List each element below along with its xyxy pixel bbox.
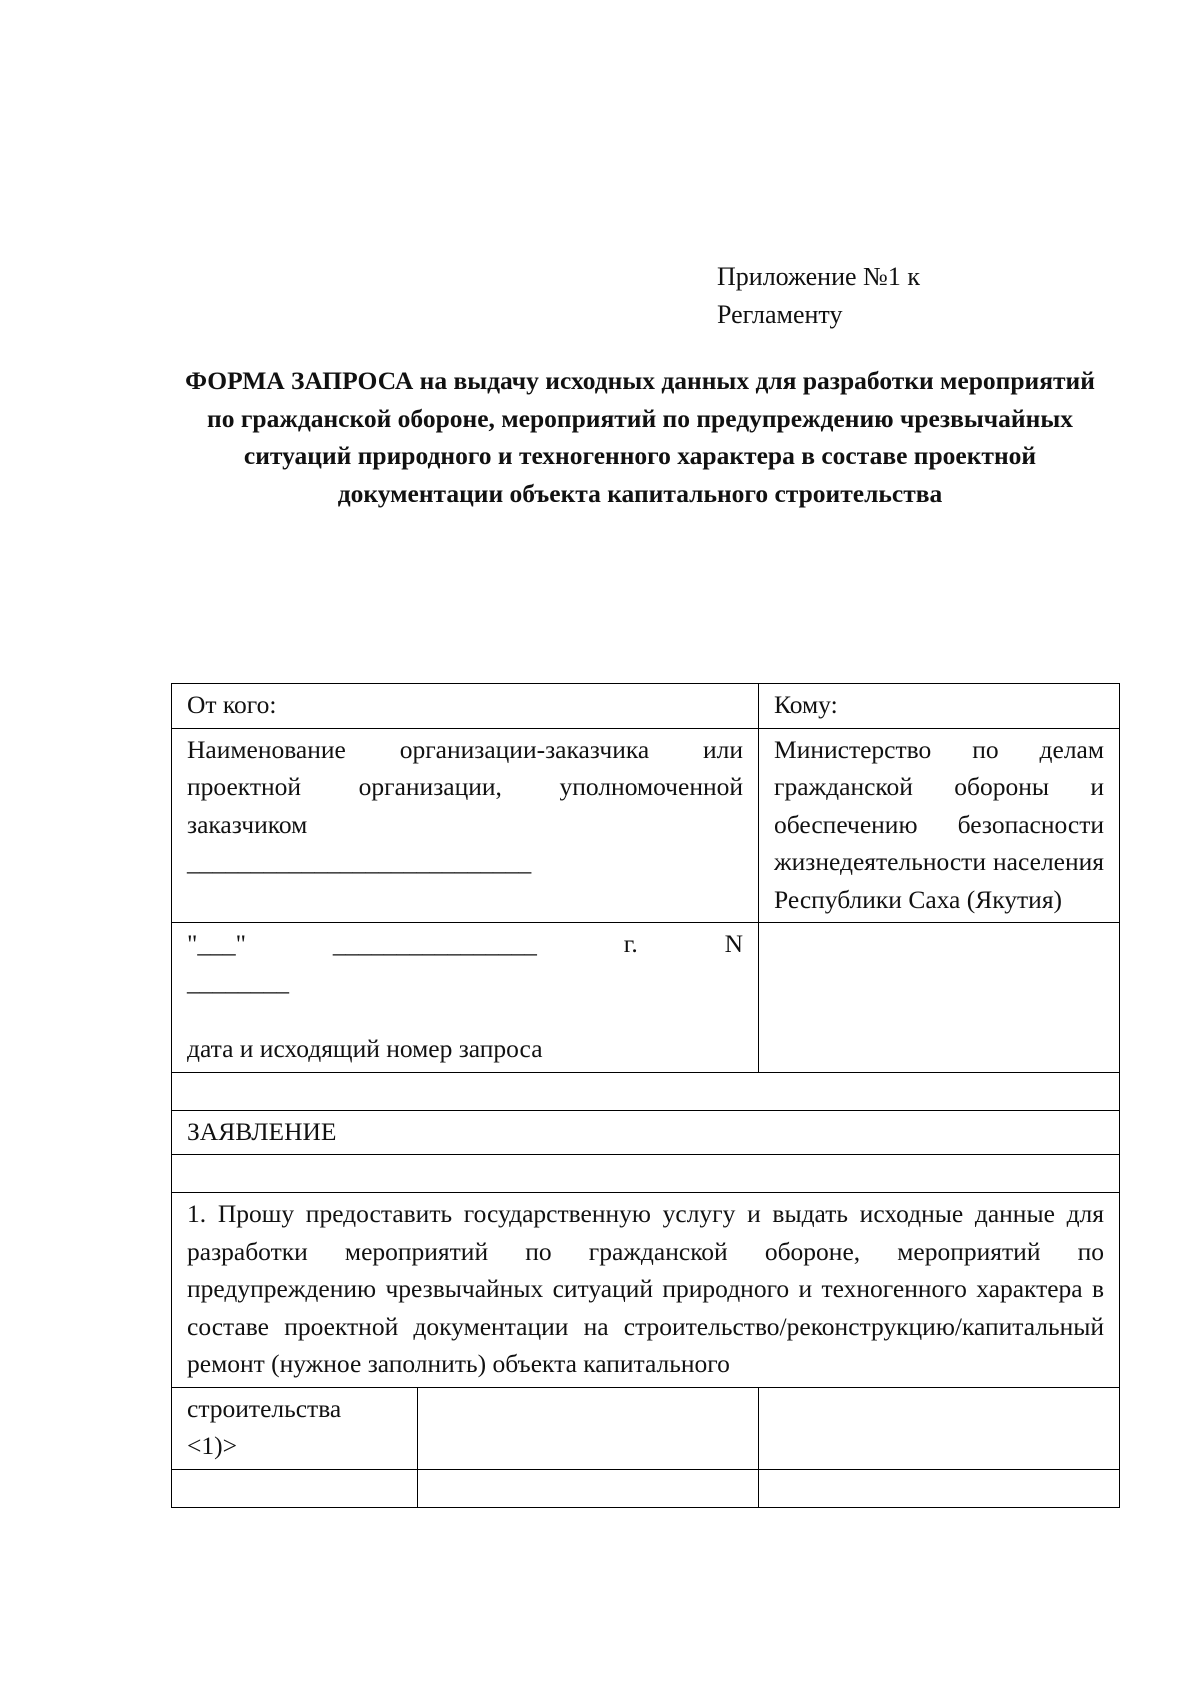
blank-cell-2 [172, 1155, 1120, 1193]
number-sign: N [724, 929, 743, 958]
date-year-label: г. [623, 929, 638, 958]
statement-heading-cell [172, 1110, 1120, 1155]
statement-text: 1. Прошу предоставить государственную услугу и выдать исходные данные для разработки мероприятий по гражданской обороне, мероприятий по предупреждению чрезвычайных ситуаций природного и техногенного характера в составе проектной документации на строительство/реконструкцию/капитальный ремонт (нужное заполнить) объекта капитального [187, 1199, 1105, 1378]
date-right-empty-cell [759, 923, 1120, 1073]
form-row-statement-heading [172, 1110, 1120, 1155]
to-cell [759, 728, 1120, 923]
form-row-header [172, 684, 1120, 729]
blank-cell-1 [172, 1072, 1120, 1110]
form-row-blank-3 [172, 1469, 1120, 1507]
number-blank: ________ [187, 966, 289, 996]
date-month-blank: ________________ [332, 929, 537, 958]
from-signature-line: ___________________________ [187, 847, 532, 876]
appendix-line-2: Регламенту [717, 300, 843, 329]
blank-cell-3a[interactable] [172, 1469, 418, 1507]
statement-text-cell [172, 1193, 1120, 1388]
date-fields-line [187, 925, 743, 963]
request-form-table [171, 683, 1120, 1508]
spacer [187, 1000, 743, 1030]
object-field-cell-2[interactable] [759, 1387, 1120, 1469]
date-number-caption: дата и исходящий номер запроса [187, 1034, 543, 1063]
object-field-cell-1[interactable] [418, 1387, 759, 1469]
date-number-cell[interactable] [172, 923, 759, 1073]
date-day-blank: "___" [187, 929, 247, 958]
blank-cell-3b[interactable] [418, 1469, 759, 1507]
to-recipient: Министерство по делам гражданской обороны и обеспечению безопасности жизнедеятельности населения Республики Саха (Якутия) [774, 734, 1105, 914]
blank-cell-3c[interactable] [759, 1469, 1120, 1507]
to-label-cell [759, 684, 1120, 729]
object-label-cell [172, 1387, 418, 1469]
form-row-object [172, 1387, 1120, 1469]
object-label-footnote: <1)> [187, 1431, 238, 1460]
document-title: ФОРМА ЗАПРОСА на выдачу исходных данных для разработки мероприятий по гражданской обороне, мероприятий по предупреждению чрезвычайных ситуаций природного и техногенного характера в составе проектной документации объекта капитального строительства [185, 366, 1095, 508]
form-row-parties [172, 728, 1120, 923]
from-label: От кого: [187, 690, 277, 719]
to-label: Кому: [774, 690, 838, 719]
form-row-statement [172, 1193, 1120, 1388]
object-label-line-1: строительства [187, 1393, 342, 1423]
form-row-blank-2 [172, 1155, 1120, 1193]
from-label-cell [172, 684, 759, 729]
form-row-date [172, 923, 1120, 1073]
appendix-line-1: Приложение №1 к [717, 262, 920, 291]
appendix-header [717, 258, 920, 334]
from-description: Наименование организации-заказчика или проектной организации, уполномоченной заказчиком [187, 734, 744, 839]
from-cell[interactable] [172, 728, 759, 923]
form-row-blank-1 [172, 1072, 1120, 1110]
statement-heading: ЗАЯВЛЕНИЕ [187, 1116, 337, 1146]
